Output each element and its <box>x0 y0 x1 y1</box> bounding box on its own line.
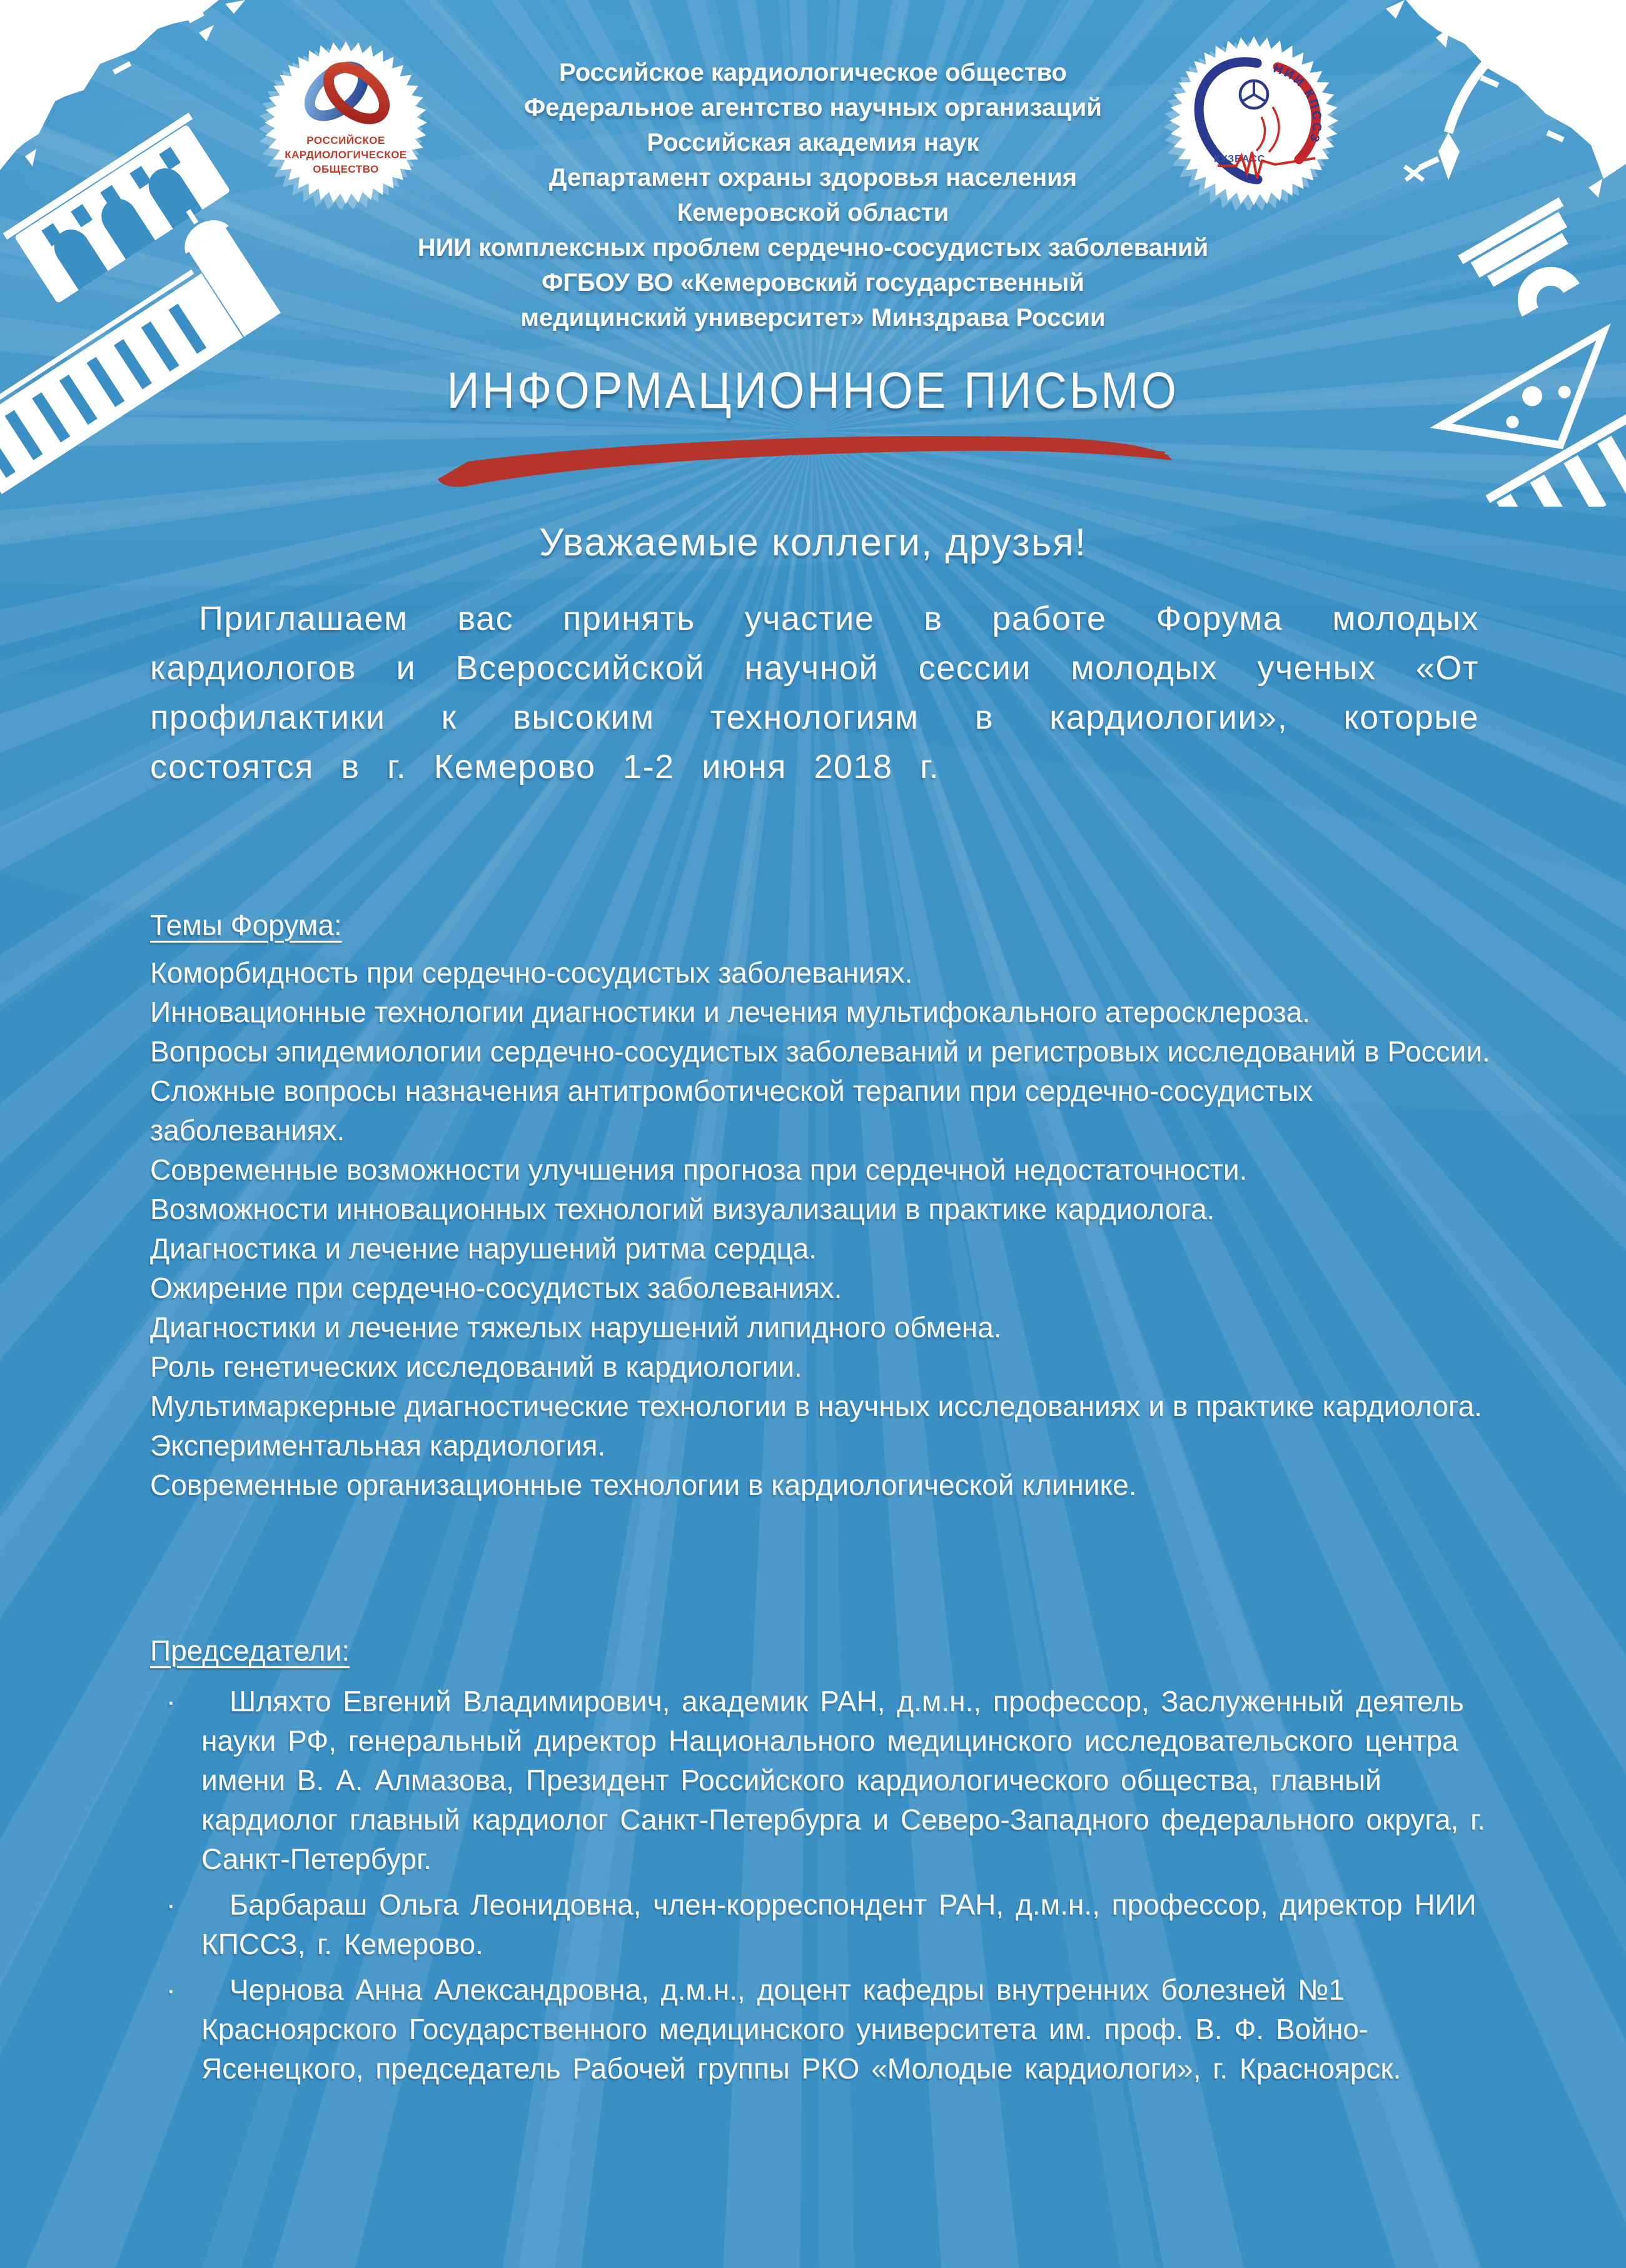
topics-heading: Темы Форума: <box>150 909 342 941</box>
rko-seal-text: РОССИЙСКОЕ <box>306 134 385 146</box>
bullet-dot-icon: · <box>166 1686 176 1717</box>
bullet-dot-icon: · <box>166 1890 176 1920</box>
topic-item: Вопросы эпидемиологии сердечно-сосудистых заболеваний и регистровых исследований в России. <box>150 1035 1490 1068</box>
topic-item: Инновационные технологии диагностики и лечения мультифокального атеросклероза. <box>150 996 1310 1028</box>
topic-item: Возможности инновационных технологий визуализации в практике кардиолога. <box>150 1193 1215 1225</box>
topic-item: Роль генетических исследований в кардиологии. <box>150 1350 802 1383</box>
topic-item: Современные возможности улучшения прогноза при сердечной недостаточности. <box>150 1153 1248 1186</box>
list-item <box>150 1682 1495 1879</box>
topics-section <box>150 906 1495 1505</box>
seal-kuzbass-text: КУЗБАСС <box>1214 154 1266 165</box>
org-line: медицинский университет» Минздрава России <box>520 304 1106 332</box>
chairs-heading: Председатели: <box>150 1634 350 1667</box>
title-underline-stroke <box>432 430 1182 493</box>
topic-item: Современные организационные технологии в кардиологической клинике. <box>150 1469 1137 1501</box>
organizations-header <box>0 55 1626 335</box>
seal-arc-text: НИИ КПССЗ <box>1271 61 1324 146</box>
rko-seal-text: ОБЩЕСТВО <box>313 163 379 175</box>
org-line: Департамент охраны здоровья населения <box>548 164 1078 191</box>
rko-seal-text: КАРДИОЛОГИЧЕСКОЕ <box>285 149 407 161</box>
chairs-list <box>150 1682 1495 2088</box>
topic-item: Коморбидность при сердечно-сосудистых заболеваниях. <box>150 956 913 989</box>
bullet-dot-icon: · <box>166 1975 176 2005</box>
chairs-section <box>150 1631 1495 2095</box>
topic-item: Диагностика и лечение нарушений ритма сердца. <box>150 1232 817 1265</box>
org-line: ФГБОУ ВО «Кемеровский государственный <box>542 269 1084 296</box>
topic-item: Экспериментальная кардиология. <box>150 1429 606 1462</box>
org-line: Федеральное агентство научных организаций <box>524 94 1102 121</box>
list-item <box>150 1970 1495 2088</box>
org-line: Российское кардиологическое общество <box>559 59 1067 86</box>
chair-item-text: Чернова Анна Александровна, д.м.н., доцент кафедры внутренних болезней №1 Красноярского Государственного медицинского университета им. проф. В. Ф. Войно-Ясенецкого, председатель Рабочей группы РКО «Молодые кардиологи», г. Красноярск. <box>201 1973 1401 2085</box>
chair-item-text: Барбараш Ольга Леонидовна, член-корреспондент РАН, д.м.н., профессор, директор НИИ КПССЗ, г. Кемерово. <box>201 1888 1477 1960</box>
topic-item: Диагностики и лечение тяжелых нарушений липидного обмена. <box>150 1311 1002 1344</box>
org-line: НИИ комплексных проблем сердечно-сосудистых заболеваний <box>417 234 1209 261</box>
topic-item: Сложные вопросы назначения антитромботической терапии при сердечно-сосудистых заболеваниях. <box>150 1075 1313 1147</box>
greeting-line: Уважаемые коллеги, друзья! <box>539 521 1087 564</box>
page-title: ИНФОРМАЦИОННОЕ ПИСЬМО <box>447 362 1179 419</box>
topic-item: Мультимаркерные диагностические технологии в научных исследованиях и в практике кардиолога. <box>150 1390 1482 1422</box>
org-line: Кемеровской области <box>677 199 949 226</box>
org-line: Российская академия наук <box>647 129 979 156</box>
topic-item: Ожирение при сердечно-сосудистых заболеваниях. <box>150 1272 842 1304</box>
intro-paragraph: Приглашаем вас принять участие в работе Форума молодых кардиологов и Всероссийской научной сессии молодых ученых «От профилактики к высоким технологиям в кардиологии», которые состоятся в г. Кемерово 1-2 июня 2018 г. <box>150 600 1479 786</box>
list-item <box>150 1885 1495 1964</box>
chair-item-text: Шляхто Евгений Владимирович, академик РАН, д.м.н., профессор, Заслуженный деятель науки РФ, генеральный директор Национального медицинского исследовательского центра имени В. А. Алмазова, Президент Российского кардиологического общества, главный кардиолог главный кардиолог Санкт-Петербурга и Северо-Западного федерального округа, г. Санкт-Петербург. <box>201 1685 1486 1875</box>
